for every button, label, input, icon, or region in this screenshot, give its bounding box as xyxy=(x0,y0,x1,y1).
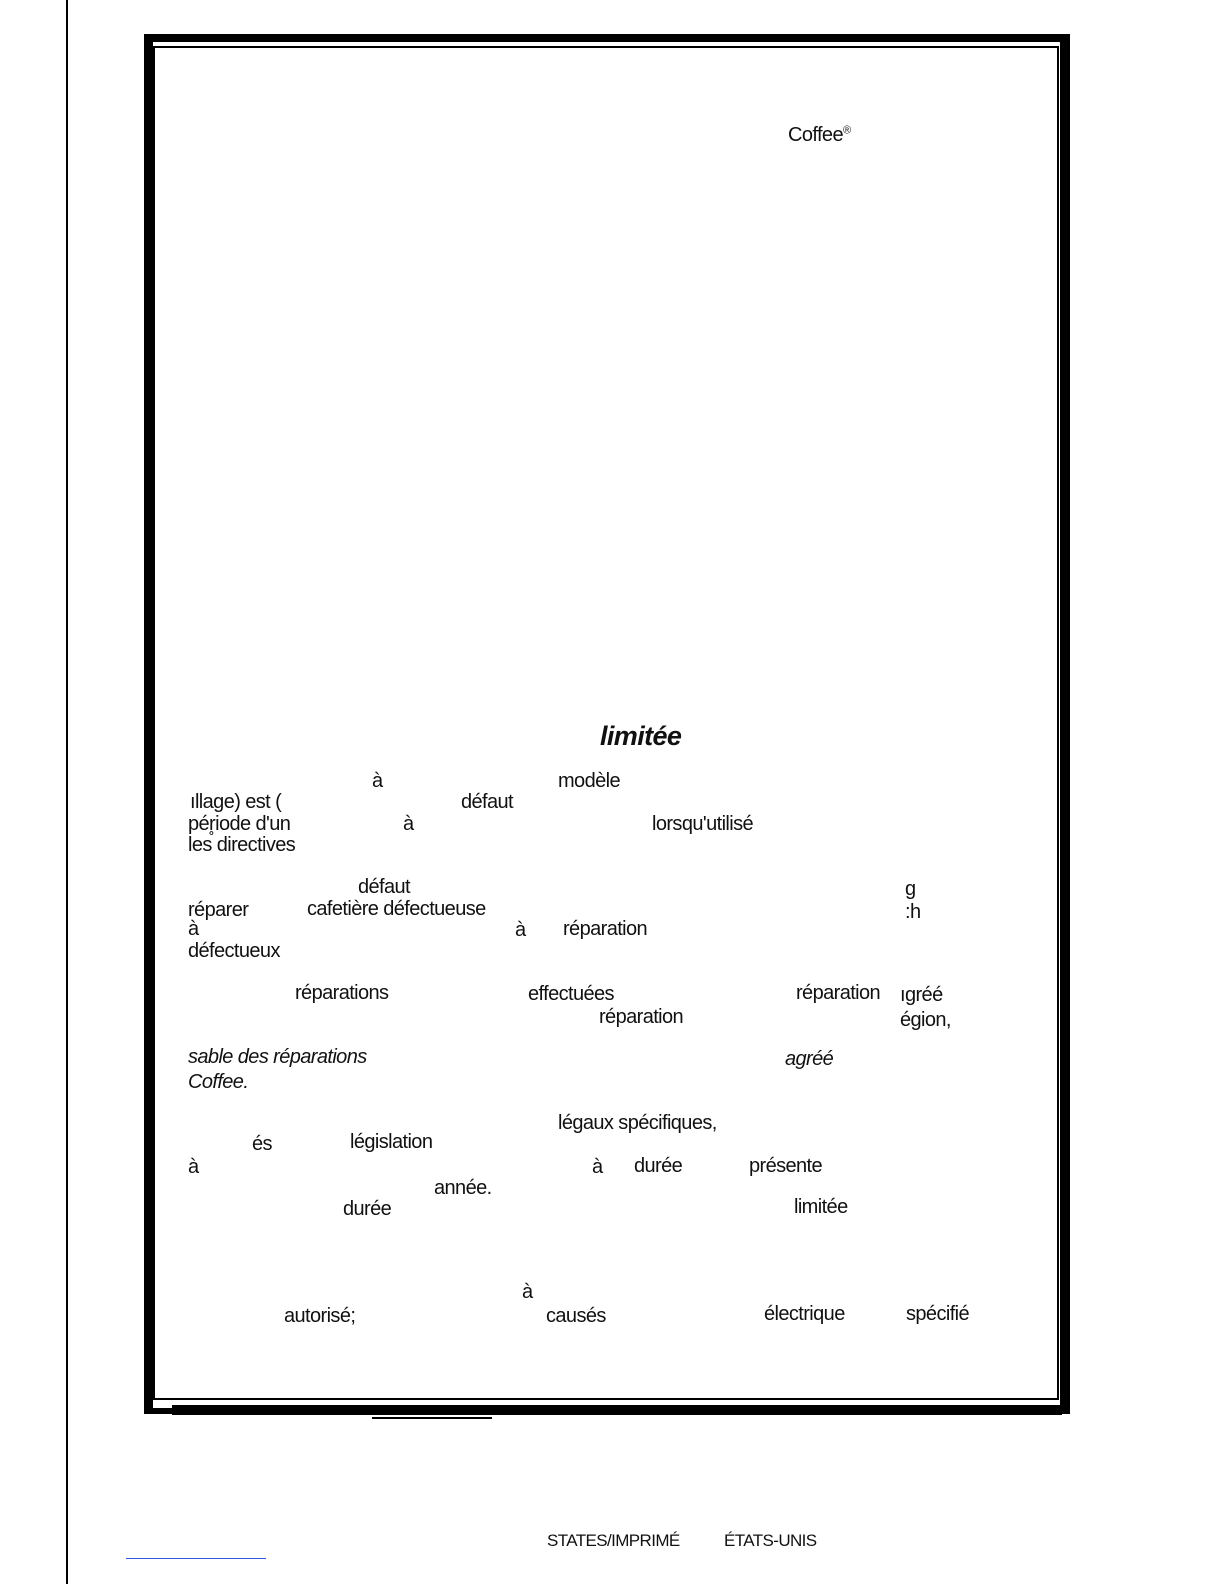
registered-mark: ® xyxy=(842,124,851,137)
frame-shadow-bar xyxy=(172,1405,1062,1415)
fragment-p5-e: à xyxy=(592,1156,603,1178)
fragment-p5-b: és xyxy=(252,1133,272,1155)
warranty-heading: limitée xyxy=(600,721,682,751)
fragment-p2-e: :h xyxy=(905,901,921,923)
fragment-p6-a: à xyxy=(522,1281,533,1303)
fragment-p2-i: défectueux xyxy=(188,940,280,962)
fragment-p5-f: durée xyxy=(634,1155,683,1177)
brand-name-text: Coffee xyxy=(788,124,843,146)
fragment-p1-c: ıllage) est ( xyxy=(190,791,282,813)
fragment-p1-e: pér̥iode d'un xyxy=(188,813,291,835)
fragment-p5-d: à xyxy=(188,1156,199,1178)
fragment-p3-b: effectuées xyxy=(528,983,614,1005)
fragment-p2-h: réparation xyxy=(563,918,648,940)
footer-link-rule xyxy=(126,1558,266,1559)
fragment-p2-f: à xyxy=(188,918,199,940)
fragment-p5-a: légaux spécifiques, xyxy=(558,1112,717,1134)
fragment-p2-a: défaut xyxy=(358,876,411,898)
frame-shadow-line xyxy=(372,1417,492,1419)
fragment-p2-b: g xyxy=(905,878,916,900)
fragment-p5-h: année. xyxy=(434,1177,492,1199)
footer-printed-in-left: STATES/IMPRIMÉ xyxy=(547,1531,680,1550)
fragment-p1-d: défaut xyxy=(461,791,514,813)
fragment-p3-d: ıgréé xyxy=(900,984,943,1006)
fragment-p5-c: législation xyxy=(350,1131,433,1153)
fragment-p2-g: à xyxy=(515,919,526,941)
fragment-p1-b: modèle xyxy=(558,770,620,792)
footer-printed-in-right: ÉTATS-UNIS xyxy=(724,1531,817,1550)
fragment-p1-a: à xyxy=(372,770,383,792)
fragment-p3-c: réparation xyxy=(796,982,881,1004)
left-margin-rule xyxy=(66,0,68,1584)
fragment-p6-d: électrique xyxy=(764,1303,845,1325)
fragment-p6-c: causés xyxy=(546,1305,606,1327)
fragment-p4-c: Coffee. xyxy=(188,1071,249,1093)
fragment-p4-b: agréé xyxy=(785,1048,834,1070)
fragment-p1-h: les directives xyxy=(188,834,296,856)
fragment-p2-c: réparer xyxy=(188,899,249,921)
fragment-p5-g: présente xyxy=(749,1155,823,1177)
fragment-p1-f: à xyxy=(403,813,414,835)
fragment-p6-e: spécifié xyxy=(906,1303,970,1325)
fragment-p6-b: autorisé; xyxy=(284,1305,356,1327)
fragment-p1-g: lorsqu'utilisé xyxy=(652,813,754,835)
fragment-p5-i: durée xyxy=(343,1198,392,1220)
brand-name xyxy=(788,124,850,146)
fragment-p4-a: sable des réparations xyxy=(188,1046,367,1068)
fragment-p3-e: réparation xyxy=(599,1006,684,1028)
fragment-p3-f: égion, xyxy=(900,1009,951,1031)
fragment-p5-j: limitée xyxy=(794,1196,848,1218)
fragment-p3-a: réparations xyxy=(295,982,389,1004)
fragment-p2-d: cafetière défectueuse xyxy=(307,898,486,920)
